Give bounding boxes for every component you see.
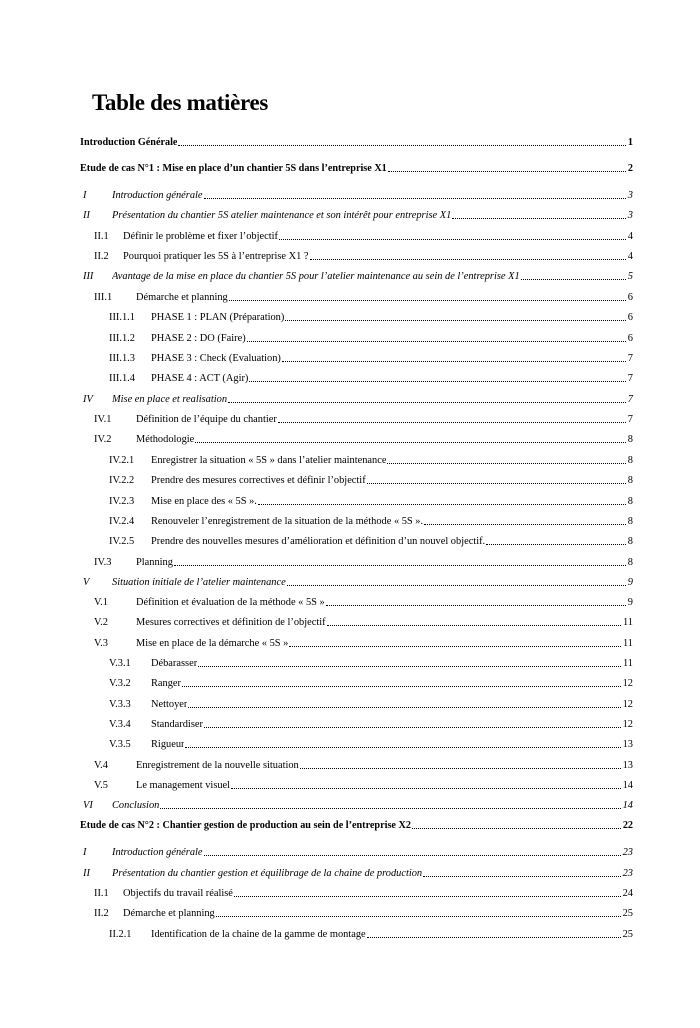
toc-leader-dots (258, 504, 626, 505)
toc-entry-number: IV.1 (94, 414, 112, 425)
toc-leader-dots (367, 937, 621, 938)
toc-entry-page: 25 (622, 929, 633, 940)
toc-entry-number: VI (83, 800, 93, 811)
toc-entry[interactable] (80, 864, 633, 880)
toc-entry-page: 7 (627, 394, 633, 405)
toc-entry-label: Mise en place et realisation (112, 394, 228, 405)
toc-leader-dots (204, 855, 621, 856)
toc-entry-label: Présentation du chantier 5S atelier maintenance et son intérêt pour entreprise X1 (112, 210, 452, 221)
toc-entry-number: II.1 (94, 888, 109, 899)
toc-entry-page: 4 (627, 251, 633, 262)
toc-entry-label: Planning (136, 557, 173, 568)
toc-entry-page: 11 (622, 658, 633, 669)
toc-entry[interactable] (109, 492, 633, 508)
toc-entry[interactable] (109, 715, 633, 731)
toc-entry-label: Mise en place de la démarche « 5S » (136, 638, 289, 649)
toc-entry-number: V.3.2 (109, 678, 131, 689)
toc-entry-label: Ranger (151, 678, 182, 689)
toc-entry-label: Introduction générale (112, 190, 203, 201)
toc-entry-label: Mesures correctives et définition de l’objectif (136, 617, 326, 628)
toc-entry-label: Le management visuel (136, 780, 231, 791)
toc-entry[interactable] (109, 695, 633, 711)
toc-entry-page: 24 (622, 888, 633, 899)
toc-leader-dots (228, 402, 626, 403)
toc-entry-label: Conclusion (112, 800, 160, 811)
toc-leader-dots (229, 300, 626, 301)
toc-entry-label: Prendre des nouvelles mesures d’amélioration et définition d’un nouvel objectif. (151, 536, 486, 547)
toc-leader-dots (249, 381, 625, 382)
toc-entry-label: Introduction générale (112, 847, 203, 858)
toc-entry-label: Définition et évaluation de la méthode « 5S » (136, 597, 325, 608)
toc-leader-dots (174, 565, 626, 566)
toc-entry-number: IV.2 (94, 434, 112, 445)
toc-entry-page: 25 (622, 908, 633, 919)
toc-leader-dots (310, 259, 626, 260)
toc-entry[interactable] (109, 451, 633, 467)
toc-entry[interactable] (109, 369, 633, 385)
toc-entry[interactable] (94, 227, 633, 243)
toc-entry[interactable] (80, 186, 633, 202)
toc-leader-dots (412, 828, 621, 829)
toc-entry-page: 23 (622, 847, 633, 858)
toc-entry-number: II.1 (94, 231, 109, 242)
toc-leader-dots (452, 218, 626, 219)
toc-entry-number: IV.2.4 (109, 516, 135, 527)
toc-entry-page: 7 (627, 414, 633, 425)
toc-entry-label: PHASE 3 : Check (Evaluation) (151, 353, 281, 364)
toc-entry[interactable] (94, 884, 633, 900)
toc-entry-page: 4 (627, 231, 633, 242)
toc-leader-dots (486, 544, 626, 545)
toc-entry-number: IV.2.2 (109, 475, 135, 486)
toc-entry-page: 6 (627, 312, 633, 323)
toc-entry-number: II (83, 868, 90, 879)
toc-entry[interactable] (80, 133, 633, 149)
toc-leader-dots (367, 483, 626, 484)
toc-entry-page: 7 (627, 373, 633, 384)
toc-entry-number: III (83, 271, 94, 282)
toc-entry-page: 1 (627, 137, 633, 148)
toc-entry-label: Etude de cas N°2 : Chantier gestion de production au sein de l’entreprise X2 (80, 820, 411, 831)
toc-entry-page: 22 (622, 820, 633, 831)
toc-entry-page: 14 (622, 780, 633, 791)
toc-leader-dots (160, 808, 620, 809)
toc-entry-number: II.2.1 (109, 929, 132, 940)
toc-leader-dots (216, 916, 621, 917)
toc-entry-page: 8 (627, 557, 633, 568)
toc-entry-label: Définition de l’équipe du chantier (136, 414, 277, 425)
toc-entry-number: III.1 (94, 292, 113, 303)
toc-entry[interactable] (109, 532, 633, 548)
toc-leader-dots (247, 341, 626, 342)
toc-entry-number: V.3.1 (109, 658, 131, 669)
toc-entry-label: Définir le problème et fixer l’objectif (123, 231, 278, 242)
toc-leader-dots (282, 361, 626, 362)
toc-leader-dots (423, 876, 620, 877)
toc-entry-label: Identification de la chaine de la gamme de montage (151, 929, 366, 940)
toc-entry-label: PHASE 1 : PLAN (Préparation) (151, 312, 285, 323)
toc-entry[interactable] (109, 925, 633, 941)
toc-leader-dots (198, 666, 621, 667)
toc-leader-dots (178, 145, 625, 146)
toc-entry-page: 3 (627, 190, 633, 201)
toc-entry-label: Enregistrer la situation « 5S » dans l’atelier maintenance (151, 455, 387, 466)
toc-entry-number: II.2 (94, 251, 109, 262)
toc-leader-dots (387, 463, 625, 464)
toc-entry-label: Etude de cas N°1 : Mise en place d’un chantier 5S dans l’entreprise X1 (80, 163, 387, 174)
toc-leader-dots (327, 625, 621, 626)
toc-entry-number: I (83, 847, 87, 858)
toc-entry[interactable] (94, 247, 633, 263)
toc-entry-page: 8 (627, 455, 633, 466)
toc-leader-dots (204, 727, 621, 728)
toc-entry-number: IV.2.3 (109, 496, 135, 507)
toc-entry-page: 14 (622, 800, 633, 811)
toc-entry-number: III.1.4 (109, 373, 135, 384)
toc-entry[interactable] (109, 654, 633, 670)
toc-entry-number: IV.2.5 (109, 536, 135, 547)
toc-entry[interactable] (109, 308, 633, 324)
toc-entry-page: 12 (622, 678, 633, 689)
toc-entry-label: Démarche et planning (123, 908, 215, 919)
toc-entry-label: Standardiser (151, 719, 203, 730)
toc-entry-number: V.4 (94, 760, 108, 771)
toc-entry-label: Introduction Générale (80, 137, 178, 148)
toc-entry-page: 13 (622, 739, 633, 750)
toc-entry-page: 5 (627, 271, 633, 282)
toc-entry[interactable] (80, 267, 633, 283)
toc-entry-label: Nettoyer (151, 699, 188, 710)
toc-entry-label: Méthodologie (136, 434, 195, 445)
toc-entry-page: 8 (627, 496, 633, 507)
toc-entry-number: V.5 (94, 780, 108, 791)
toc-entry-label: Débarasser (151, 658, 198, 669)
toc-entry[interactable] (94, 288, 633, 304)
toc-entry-page: 6 (627, 292, 633, 303)
toc-entry[interactable] (94, 613, 633, 629)
toc-entry[interactable] (80, 573, 633, 589)
toc-entry[interactable] (109, 471, 633, 487)
toc-entry[interactable] (109, 512, 633, 528)
toc-entry[interactable] (80, 796, 633, 812)
toc-leader-dots (289, 646, 621, 647)
toc-entry-label: Situation initiale de l’atelier maintenance (112, 577, 286, 588)
toc-entry-label: Rigueur (151, 739, 185, 750)
toc-entry-page: 11 (622, 638, 633, 649)
toc-entry-number: V.2 (94, 617, 108, 628)
toc-leader-dots (182, 686, 621, 687)
toc-leader-dots (424, 524, 626, 525)
toc-entry-label: Objectifs du travail réalisé (123, 888, 233, 899)
toc-entry[interactable] (94, 904, 633, 920)
toc-entry-page: 23 (622, 868, 633, 879)
toc-entry-label: Présentation du chantier gestion et équilibrage de la chaine de production (112, 868, 423, 879)
toc-entry-number: III.1.2 (109, 333, 135, 344)
toc-entry-page: 6 (627, 333, 633, 344)
toc-entry-page: 7 (627, 353, 633, 364)
toc-entry[interactable] (80, 390, 633, 406)
toc-entry-number: V.3.5 (109, 739, 131, 750)
toc-entry-page: 9 (627, 597, 633, 608)
toc-entry-label: Avantage de la mise en place du chantier 5S pour l’atelier maintenance au sein de l’entreprise X1 (112, 271, 520, 282)
toc-entry-number: IV.2.1 (109, 455, 135, 466)
toc-entry-number: IV.3 (94, 557, 112, 568)
toc-entry[interactable] (80, 206, 633, 222)
toc-entry-label: Démarche et planning (136, 292, 228, 303)
toc-entry-page: 12 (622, 719, 633, 730)
toc-entry-number: V.3.4 (109, 719, 131, 730)
toc-entry-number: II (83, 210, 90, 221)
toc-leader-dots (300, 768, 621, 769)
toc-entry-label: PHASE 2 : DO (Faire) (151, 333, 246, 344)
toc-entry[interactable] (94, 776, 633, 792)
toc-leader-dots (234, 896, 621, 897)
toc-entry-page: 8 (627, 536, 633, 547)
toc-entry-number: V.3.3 (109, 699, 131, 710)
toc-entry-number: V (83, 577, 90, 588)
toc-entry-label: Pourquoi pratiquer les 5S à l’entreprise X1 ? (123, 251, 309, 262)
toc-entry[interactable] (94, 756, 633, 772)
toc-entry-number: V.3 (94, 638, 108, 649)
toc-leader-dots (279, 239, 626, 240)
toc-leader-dots (287, 585, 626, 586)
toc-entry-number: IV (83, 394, 93, 405)
toc-entry-page: 3 (627, 210, 633, 221)
toc-entry[interactable] (80, 816, 633, 832)
toc-entry-number: II.2 (94, 908, 109, 919)
toc-entry-number: III.1.1 (109, 312, 135, 323)
toc-entry-page: 9 (627, 577, 633, 588)
toc-entry[interactable] (109, 329, 633, 345)
toc-leader-dots (185, 747, 620, 748)
page-title: Table des matières (92, 90, 269, 115)
toc-entry[interactable] (94, 634, 633, 650)
toc-entry[interactable] (80, 843, 633, 859)
toc-entry-page: 13 (622, 760, 633, 771)
toc-leader-dots (326, 605, 626, 606)
toc-entry[interactable] (94, 430, 633, 446)
toc-entry-label: Renouveler l’enregistrement de la situation de la méthode « 5S ». (151, 516, 424, 527)
toc-entry-label: Mise en place des « 5S ». (151, 496, 257, 507)
toc-entry[interactable] (109, 674, 633, 690)
toc-leader-dots (521, 279, 626, 280)
toc-entry[interactable] (80, 159, 633, 175)
toc-entry[interactable] (94, 410, 633, 426)
toc-leader-dots (231, 788, 621, 789)
toc-entry[interactable] (94, 593, 633, 609)
toc-leader-dots (278, 422, 626, 423)
toc-leader-dots (388, 171, 626, 172)
toc-entry-page: 12 (622, 699, 633, 710)
toc-entry-label: Enregistrement de la nouvelle situation (136, 760, 299, 771)
toc-entry[interactable] (94, 553, 633, 569)
toc-entry-number: III.1.3 (109, 353, 135, 364)
toc-entry-number: V.1 (94, 597, 108, 608)
toc-entry[interactable] (109, 735, 633, 751)
toc-entry-label: Prendre des mesures correctives et définir l’objectif (151, 475, 366, 486)
toc-entry-page: 8 (627, 475, 633, 486)
toc-entry-page: 2 (627, 163, 633, 174)
toc-leader-dots (204, 198, 626, 199)
toc-leader-dots (188, 707, 620, 708)
toc-leader-dots (195, 442, 626, 443)
toc-entry[interactable] (109, 349, 633, 365)
toc-entry-number: I (83, 190, 87, 201)
toc-entry-page: 8 (627, 516, 633, 527)
toc-leader-dots (285, 320, 625, 321)
toc-entry-label: PHASE 4 : ACT (Agir) (151, 373, 249, 384)
toc-entry-page: 8 (627, 434, 633, 445)
toc-entry-page: 11 (622, 617, 633, 628)
